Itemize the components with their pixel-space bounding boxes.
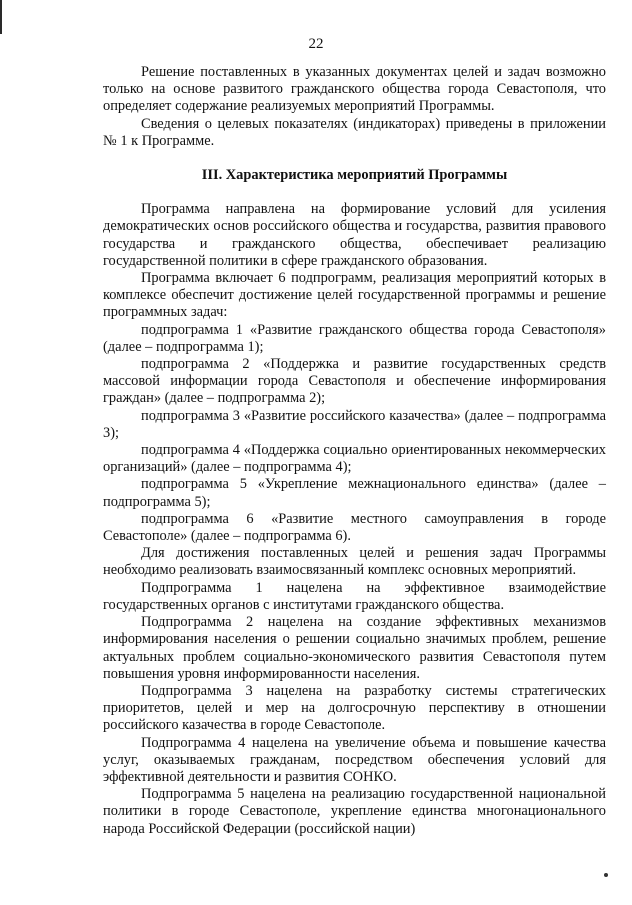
subprogram-list-item: подпрограмма 5 «Укрепление межнационального единства» (далее – подпрограмма 5); xyxy=(103,476,606,510)
paragraph: Подпрограмма 3 нацелена на разработку системы стратегических приоритетов, целей и мер на долгосрочную перспективу в отношении российского казачества в городе Севастополе. xyxy=(103,682,606,734)
paragraph: Подпрограмма 5 нацелена на реализацию государственной национальной политики в городе Севастополе, укрепление единства многонационального народа Российской Федерации (российской нации) xyxy=(103,786,606,837)
paragraph: Программа направлена на формирование условий для усиления демократических основ российского общества и государства, развития правового государства и гражданского общества, обеспечивает реализацию государственной политики в сфере гражданского образования. xyxy=(103,201,606,269)
subprogram-list-item: подпрограмма 4 «Поддержка социально ориентированных некоммерческих организаций» (далее – подпрограмма 4); xyxy=(103,442,606,476)
paragraph: Программа включает 6 подпрограмм, реализация мероприятий которых в комплексе обеспечит достижение целей государственной программы и решение программных задач: xyxy=(103,270,606,321)
scan-dot-mark xyxy=(604,873,608,877)
section-heading: III. Характеристика мероприятий Программы xyxy=(201,167,508,184)
subprogram-list-item: подпрограмма 6 «Развитие местного самоуправления в городе Севастополе» (далее – подпрограмма 6). xyxy=(103,510,606,545)
paragraph: Сведения о целевых показателях (индикаторах) приведены в приложении № 1 к Программе. xyxy=(103,115,606,149)
document-body xyxy=(103,64,606,838)
page-number: 22 xyxy=(308,36,324,52)
subprogram-list-item: подпрограмма 2 «Поддержка и развитие государственных средств массовой информации города Севастополя и обеспечение информирования граждан» (далее – подпрограмма 2); xyxy=(103,356,606,407)
paragraph: Подпрограмма 1 нацелена на эффективное взаимодействие государственных органов с институтами гражданского общества. xyxy=(103,579,606,613)
paragraph: Решение поставленных в указанных документах целей и задач возможно только на основе развитого гражданского общества города Севастополя, что определяет содержание реализуемых мероприятий Программы. xyxy=(103,64,606,115)
paragraph: Для достижения поставленных целей и решения задач Программы необходимо реализовать взаимосвязанный комплекс основных мероприятий. xyxy=(103,545,606,579)
paragraph: Подпрограмма 2 нацелена на создание эффективных механизмов информирования населения о решении социально значимых проблем, решение актуальных проблем социально-экономического развития Севастополя путем повышения уровня информированности населения. xyxy=(103,614,606,682)
subprogram-list-item: подпрограмма 3 «Развитие российского казачества» (далее – подпрограмма 3); xyxy=(103,407,606,441)
subprogram-list-item: подпрограмма 1 «Развитие гражданского общества города Севастополя» (далее – подпрограмма 1); xyxy=(103,321,606,355)
scan-edge-mark xyxy=(0,0,2,34)
paragraph: Подпрограмма 4 нацелена на увеличение объема и повышение качества услуг, оказываемых гражданам, посредством обеспечения условий для эффективной деятельности и развития СОНКО. xyxy=(103,734,606,785)
